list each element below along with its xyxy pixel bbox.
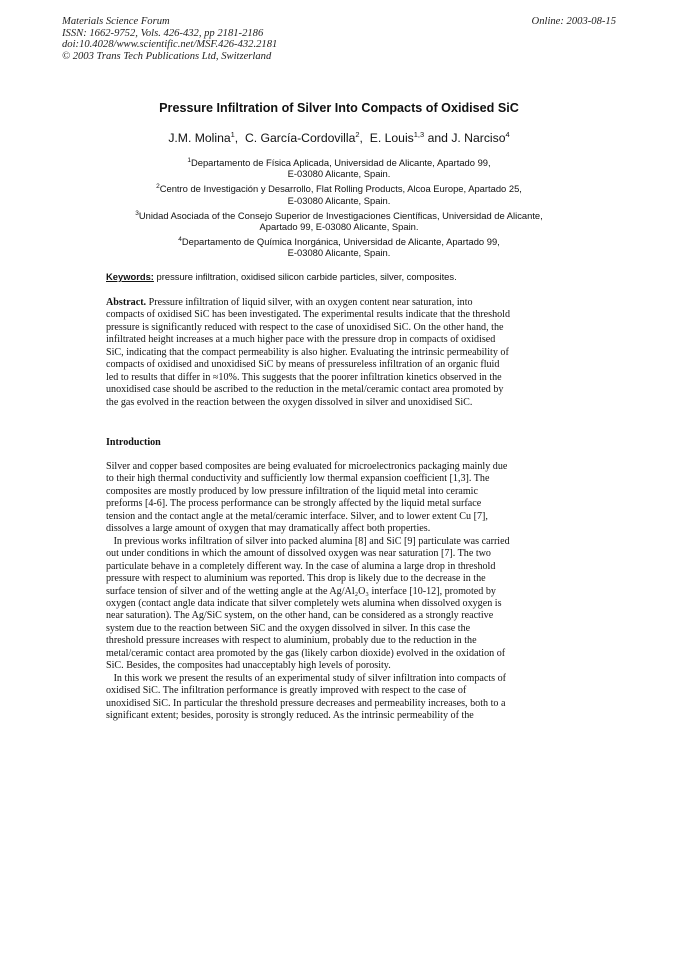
affiliation: $^1$Departamento de Física Aplicada, Universidad de Alicante, Apartado 99, E-03080 Alicante, Spain.: [187, 157, 491, 180]
copyright-line: © 2003 Trans Tech Publications Ltd, Switzerland: [62, 50, 272, 62]
keywords: [106, 271, 576, 282]
author-list: J.M. Molina$^1$, C. García-Cordovilla$^2$, E. Louis$^{1,3}$ and J. Narciso$^4$: [168, 130, 510, 146]
author: J. Narciso: [451, 131, 506, 146]
affiliation: $^2$Centro de Investigación y Desarrollo, Flat Rolling Products, Alcoa Europe, Apartado 25, E-03080 Alicante, Spain.: [156, 183, 522, 206]
author-sup: 2: [355, 130, 360, 139]
abstract: Abstract. Pressure infiltration of liquid silver, with an oxygen content near saturation, into compacts of oxidised SiC has been investigated. The experimental results indicate that the threshold pressure is significantly reduced with respect to the case of unoxidised SiC. On the other hand, the infiltrated height increases at a much higher pace with the pressure drop in compacts of oxidised SiC, indicating that the compact permeability is also higher. Evaluating the intrinsic permeability of compacts of oxidised and unoxidised SiC by means of pressureless infiltration of an organic fluid led to results that differ in ≈10%. This suggests that the poorer infiltration kinetics observed in the unoxidised case should be ascribed to the reduction in the metal/ceramic contact area promoted by the gas evolved in the reaction between the oxygen dissolved in silver and unoxidised SiC.: [106, 297, 511, 408]
affiliations: [0, 155, 678, 260]
author: E. Louis: [369, 131, 414, 146]
keywords-text: pressure infiltration, oxidised silicon carbide particles, silver, composites.: [156, 271, 457, 282]
issn-line: ISSN: 1662-9752, Vols. 426-432, pp 2181-2186: [62, 27, 264, 39]
online-date: Online: 2003-08-15: [531, 16, 616, 27]
introduction-heading: Introduction: [106, 437, 161, 448]
journal-name: Materials Science Forum: [62, 16, 170, 27]
author-sup: 4: [505, 130, 510, 139]
doi-line: doi:10.4028/www.scientific.net/MSF.426-432.2181: [62, 39, 278, 51]
journal-header: [62, 16, 277, 62]
keywords-label: Keywords:: [106, 271, 154, 282]
paper-title: Pressure Infiltration of Silver Into Compacts of Oxidised SiC: [159, 101, 519, 115]
affiliation: $^4$Departamento de Química Inorgánica, Universidad de Alicante, Apartado 99, E-03080 Alicante, Spain.: [178, 235, 500, 259]
affiliation: $^3$Unidad Asociada of the Consejo Superior de Investigaciones Científicas, Universidad de Alicante, Apartado 99, E-03080 Alicante, Spain.: [135, 209, 543, 233]
introduction-body: Silver and copper based composites are being evaluated for microelectronics packaging mainly due to their high thermal conductivity and sufficiently low thermal expansion coefficient [1,3]. The composites are mostly produced by low pressure infiltration of the liquid metal into ceramic preforms [4-6]. The process performance can be strongly affected by the liquid metal surface tension and the contact angle at the metal/ceramic interface. Silver, and to lower extent Cu [7], dissolves a large amount of oxygen that may dramatically affect both properties. In previous works infiltration of silver into packed alumina [8] and SiC [9] particulate was carried out under conditions in which the amount of dissolved oxygen was near saturation [7]. The two particulate behave in a completely different way. In the case of alumina a large drop in threshold pressure with respect to aluminium was reported. This drop is likely due to the decrease in the surface tension of silver and of the wetting angle at the Ag/Al₂O₃ interface [10-12], promoted by oxygen (contact angle data indicate that silver completely wets alumina when dissolved oxygen is near saturation). The Ag/SiC system, on the other hand, can be considered as a strongly reactive system due to the reaction between SiC and the oxygen dissolved in silver. In this case the threshold pressure increases with respect to aluminium, probably due to the reduction in the metal/ceramic contact area promoted by the gas (likely carbon dioxide) evolved in the oxidation of SiC. Besides, the composites had unacceptably high levels of porosity. In this work we present the results of an experimental study of silver infiltration into compacts of oxidised SiC. The infiltration performance is greatly improved with respect to the case of unoxidised SiC. In particular the threshold pressure decreases and permeability increases, both to a significant extent; besides, porosity is strongly reduced. As the intrinsic permeability of the: [106, 461, 510, 722]
author-sup: 1,3: [413, 130, 425, 139]
abstract-label: Abstract.: [106, 297, 147, 308]
author: C. García-Cordovilla: [244, 131, 356, 146]
author: J.M. Molina: [168, 131, 231, 146]
author-sup: 1: [230, 130, 235, 139]
